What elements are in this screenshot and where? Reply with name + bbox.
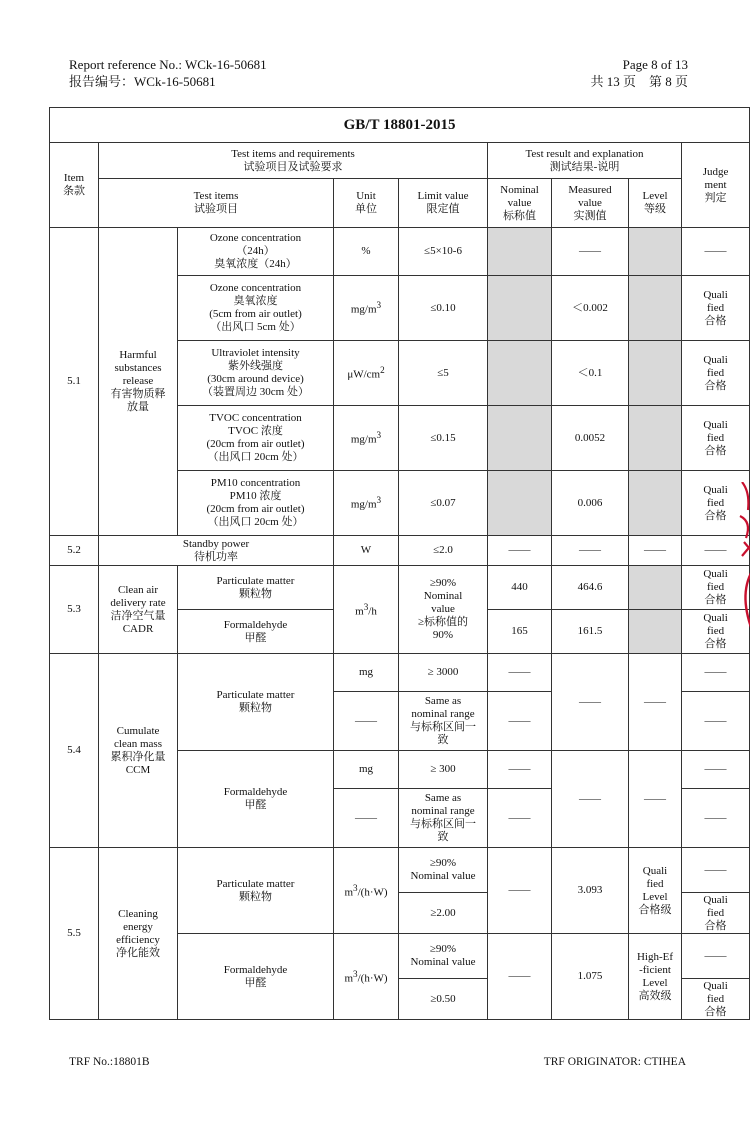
header-test-items: Test items 试验项目 [99,179,334,228]
header-measured: Measured value 实测值 [552,179,629,228]
test-name: Particulate matter 颗粒物 [178,654,334,751]
header-unit: Unit 单位 [334,179,399,228]
judge-cell: —— [682,934,750,979]
measured-cell: ＜0.002 [552,276,629,341]
nominal-cell: —— [488,934,552,1020]
level-cell [629,471,682,536]
nominal-cell [488,341,552,406]
judge-cell: —— [682,848,750,893]
unit-cell: $m^3/(h\cdot W)$ [334,848,399,934]
nominal-cell [488,276,552,341]
unit-cell: $mg/m^3$ [334,406,399,471]
test-name: Ozone concentration （24h） 臭氧浓度（24h） [178,228,334,276]
judge-cell: —— [682,789,750,848]
test-name: Standby power 待机功率 [99,536,334,566]
measured-cell: 0.006 [552,471,629,536]
judge-cell: Quali fied 合格 [682,566,750,610]
category-ccm: Cumulate clean mass 累积净化量 CCM [99,654,178,848]
header-item: Item 条款 [50,143,99,228]
test-name: Formaldehyde 甲醛 [178,610,334,654]
unit-cell: mg [334,751,399,789]
test-name: Particulate matter 颗粒物 [178,848,334,934]
test-name: Ozone concentration 臭氧浓度 (5cm from air outlet) （出风口 5cm 处） [178,276,334,341]
nominal-cell: 165 [488,610,552,654]
table-row [50,848,750,893]
report-ref-en: Report reference No.: WCk-16-50681 [69,57,267,72]
footer-originator: TRF ORIGINATOR: CTIHEA [543,1056,686,1068]
measured-cell: —— [552,751,629,848]
table-row [50,566,750,610]
level-cell [629,228,682,276]
limit-cell: ≤5×10-6 [399,228,488,276]
unit-cell: $m^3/(h\cdot W)$ [334,934,399,1020]
judge-cell: Quali fied 合格 [682,979,750,1020]
item-5-4: 5.4 [50,654,99,848]
judge-cell: Quali fied 合格 [682,406,750,471]
judge-cell: —— [682,692,750,751]
header-nominal: Nominal value 标称值 [488,179,552,228]
unit-cell: W [334,536,399,566]
red-seal-stamp-icon [736,482,750,642]
table-title: GB/T 18801-2015 [50,108,750,143]
limit-cell: ≥90% Nominal value [399,848,488,893]
report-header-right [590,56,688,90]
footer-trf-number: TRF No.:18801B [69,1056,150,1068]
limit-cell: ≥90% Nominal value ≥标称值的 90% [399,566,488,654]
nominal-cell [488,406,552,471]
nominal-cell: —— [488,751,552,789]
limit-cell: Same as nominal range 与标称区间一 致 [399,692,488,751]
limit-cell: ≤0.10 [399,276,488,341]
unit-cell: $\mu W/cm^2$ [334,341,399,406]
nominal-cell: —— [488,692,552,751]
header-limit: Limit value 限定值 [399,179,488,228]
limit-cell: ≥90% Nominal value [399,934,488,979]
category-cleaning-efficiency: Cleaning energy efficiency 净化能效 [99,848,178,1020]
judge-cell: Quali fied 合格 [682,471,750,536]
nominal-cell [488,471,552,536]
test-name: Formaldehyde 甲醛 [178,751,334,848]
limit-cell: ≥ 300 [399,751,488,789]
measured-cell: 3.093 [552,848,629,934]
judge-cell: Quali fied 合格 [682,610,750,654]
level-cell [629,566,682,610]
judge-cell: —— [682,228,750,276]
unit-cell: $mg/m^3$ [334,471,399,536]
limit-cell: Same as nominal range 与标称区间一 致 [399,789,488,848]
measured-cell: 0.0052 [552,406,629,471]
unit-cell: $mg/m^3$ [334,276,399,341]
nominal-cell: —— [488,654,552,692]
unit-cell: $m^3/h$ [334,566,399,654]
limit-cell: ≤0.07 [399,471,488,536]
level-cell: Quali fied Level 合格级 [629,848,682,934]
measured-cell: —— [552,654,629,751]
unit-cell: % [334,228,399,276]
limit-cell: ≥2.00 [399,893,488,934]
limit-cell: ≤0.15 [399,406,488,471]
judge-cell: —— [682,751,750,789]
level-cell: —— [629,654,682,751]
measured-cell: 161.5 [552,610,629,654]
item-5-2: 5.2 [50,536,99,566]
unit-cell: mg [334,654,399,692]
level-cell [629,341,682,406]
category-harmful-substances: Harmful substances release 有害物质释 放量 [99,228,178,536]
judge-cell: —— [682,536,750,566]
report-header-left [69,56,267,90]
measured-cell: —— [552,536,629,566]
header-level: Level 等级 [629,179,682,228]
level-cell: High-Ef -ficient Level 高效级 [629,934,682,1020]
judge-cell: —— [682,654,750,692]
limit-cell: ≤2.0 [399,536,488,566]
test-name: TVOC concentration TVOC 浓度 (20cm from air outlet) （出风口 20cm 处） [178,406,334,471]
page-number-en: Page 8 of 13 [622,57,688,72]
header-judgement: Judge ment 判定 [682,143,750,228]
nominal-cell [488,228,552,276]
table-row [50,654,750,692]
measured-cell: 464.6 [552,566,629,610]
item-5-5: 5.5 [50,848,99,1020]
level-cell [629,610,682,654]
nominal-cell: —— [488,536,552,566]
table-row [50,536,750,566]
header-test-result: Test result and explanation 测试结果-说明 [488,143,682,179]
limit-cell: ≤5 [399,341,488,406]
limit-cell: ≥ 3000 [399,654,488,692]
item-5-3: 5.3 [50,566,99,654]
test-name: Ultraviolet intensity 紫外线强度 (30cm around device) （装置周边 30cm 处） [178,341,334,406]
measured-cell: —— [552,228,629,276]
nominal-cell: —— [488,789,552,848]
category-cadr: Clean air delivery rate 洁净空气量 CADR [99,566,178,654]
level-cell [629,406,682,471]
judge-cell: Quali fied 合格 [682,893,750,934]
measured-cell: ＜0.1 [552,341,629,406]
test-name: Formaldehyde 甲醛 [178,934,334,1020]
nominal-cell: 440 [488,566,552,610]
table-row [50,228,750,276]
page-number-cn: 共 13 页 第 8 页 [590,74,688,89]
test-results-table [49,107,750,1020]
test-name: Particulate matter 颗粒物 [178,566,334,610]
level-cell: —— [629,536,682,566]
unit-cell: —— [334,692,399,751]
unit-cell: —— [334,789,399,848]
level-cell: —— [629,751,682,848]
nominal-cell: —— [488,848,552,934]
judge-cell: Quali fied 合格 [682,276,750,341]
item-5-1: 5.1 [50,228,99,536]
level-cell [629,276,682,341]
header-test-items-requirements: Test items and requirements 试验项目及试验要求 [99,143,488,179]
limit-cell: ≥0.50 [399,979,488,1020]
measured-cell: 1.075 [552,934,629,1020]
report-ref-cn: 报告编号：WCk-16-50681 [69,74,216,89]
test-name: PM10 concentration PM10 浓度 (20cm from air outlet) （出风口 20cm 处） [178,471,334,536]
judge-cell: Quali fied 合格 [682,341,750,406]
